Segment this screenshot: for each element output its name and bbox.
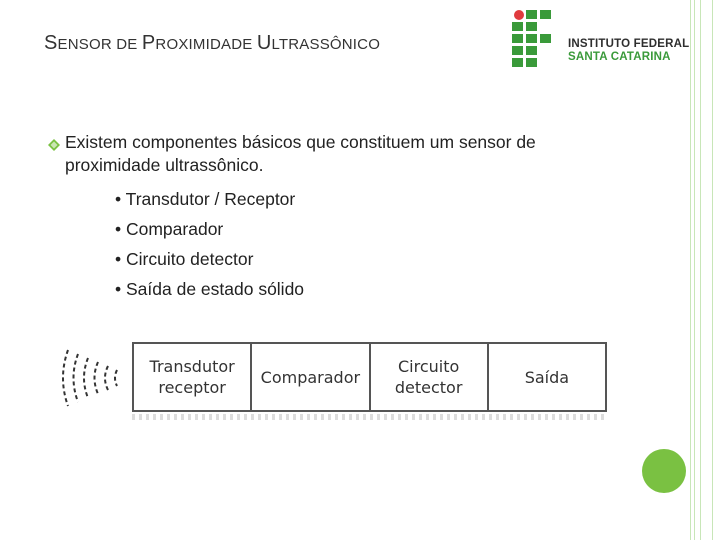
logo-line-1: INSTITUTO FEDERAL: [568, 38, 690, 50]
list-item: • Transdutor / Receptor: [115, 189, 296, 209]
block-diagram: [56, 342, 616, 422]
title-part: ROXIMIDADE: [155, 36, 257, 53]
box-label: Comparador: [260, 367, 361, 387]
box-comparador: [252, 344, 370, 410]
box-saida: [489, 344, 605, 410]
box-label: Saída: [524, 367, 570, 387]
title-part: U: [256, 32, 272, 54]
box-transdutor: [134, 344, 252, 410]
sound-waves-icon: [56, 342, 126, 414]
box-label: Circuito detector: [394, 357, 463, 397]
diamond-bullet-icon: [48, 139, 60, 151]
list-item: • Saída de estado sólido: [115, 279, 305, 299]
decorative-circle: [642, 449, 686, 493]
component-list: [115, 184, 304, 304]
title-part: LTRASSÔNICO: [271, 36, 381, 53]
title-part: ENSOR: [57, 36, 117, 53]
diagram-shadow: [132, 414, 607, 420]
list-item: • Comparador: [115, 219, 224, 239]
title-part: P: [141, 32, 156, 54]
box-label: Transdutor receptor: [149, 357, 235, 397]
logo-text: [568, 38, 689, 64]
intro-paragraph: Existem componentes básicos que constituem um sensor de proximidade ultrassônico.: [65, 132, 536, 175]
title-part: DE: [116, 36, 142, 53]
list-item: • Circuito detector: [115, 249, 254, 269]
logo-line-2: SANTA CATARINA: [568, 51, 671, 63]
diagram-box-row: [132, 342, 607, 412]
slide-title: [44, 32, 380, 55]
decorative-rails: [690, 0, 720, 540]
box-circuito: [371, 344, 489, 410]
title-part: S: [44, 32, 58, 54]
